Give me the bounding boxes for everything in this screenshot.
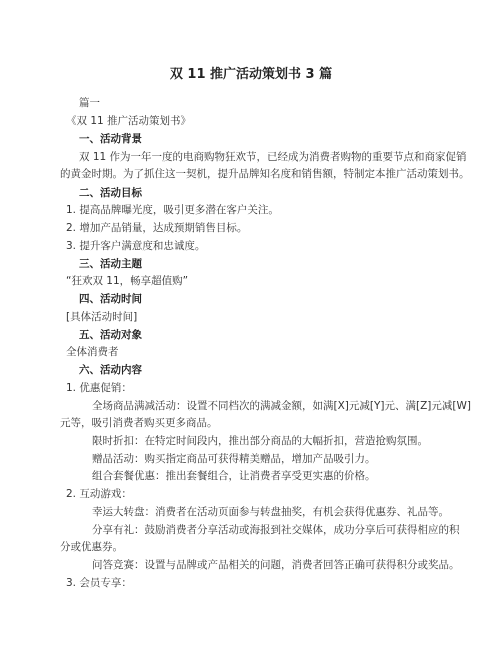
- heading-background: 一、活动背景: [79, 133, 142, 145]
- gift-text: 赠品活动：购买指定商品可获得精美赠品，增加产品吸引力。: [92, 453, 376, 465]
- flash-sale-text: 限时折扣：在特定时间段内，推出部分商品的大幅折扣，营造抢购氛围。: [92, 435, 428, 447]
- quiz-text: 问答竞赛：设置与品牌或产品相关的问题，消费者回答正确可获得积分或奖品。: [92, 559, 460, 571]
- background-paragraph-line-1: 双 11 作为一年一度的电商购物狂欢节，已经成为消费者购物的重要节点和商家促销: [79, 151, 467, 163]
- lucky-wheel-text: 幸运大转盘：消费者在活动页面参与转盘抽奖，有机会获得优惠券、礼品等。: [92, 506, 449, 518]
- share-line-1: 分享有礼：鼓励消费者分享活动或海报到社交媒体，成功分享后可获得相应的积: [92, 524, 460, 536]
- heading-content: 六、活动内容: [79, 364, 142, 376]
- goal-item-1: 1. 提高品牌曝光度，吸引更多潜在客户关注。: [66, 204, 279, 216]
- part-label: 篇一: [79, 97, 100, 109]
- content-item-2-title: 2. 互动游戏：: [66, 488, 132, 500]
- time-text: [具体活动时间]: [66, 311, 138, 323]
- share-line-2: 分或优惠券。: [60, 541, 123, 553]
- full-reduction-line-1: 全场商品满减活动：设置不同档次的满减金额，如满[X]元减[Y]元、满[Z]元减[W]: [92, 400, 471, 412]
- document-title: 双 11 推广活动策划书 3 篇: [169, 67, 333, 82]
- heading-theme: 三、活动主题: [79, 258, 142, 270]
- book-title: 《双 11 推广活动策划书》: [66, 115, 192, 127]
- full-reduction-line-2: 元等，吸引消费者购买更多商品。: [60, 417, 218, 429]
- content-item-3-title: 3. 会员专享：: [66, 577, 132, 589]
- goal-item-3: 3. 提升客户满意度和忠诚度。: [66, 240, 206, 252]
- bundle-text: 组合套餐优惠：推出套餐组合，让消费者享受更实惠的价格。: [92, 470, 376, 482]
- heading-goals: 二、活动目标: [79, 187, 142, 199]
- audience-text: 全体消费者: [66, 346, 119, 358]
- content-item-1-title: 1. 优惠促销：: [66, 382, 132, 394]
- heading-time: 四、活动时间: [79, 293, 142, 305]
- theme-text: “狂欢双 11，畅享超值购”: [66, 275, 189, 287]
- heading-audience: 五、活动对象: [79, 329, 142, 341]
- background-paragraph-line-2: 的黄金时期。为了抓住这一契机，提升品牌知名度和销售额，特制定本推广活动策划书。: [60, 168, 470, 180]
- goal-item-2: 2. 增加产品销量，达成预期销售目标。: [66, 222, 248, 234]
